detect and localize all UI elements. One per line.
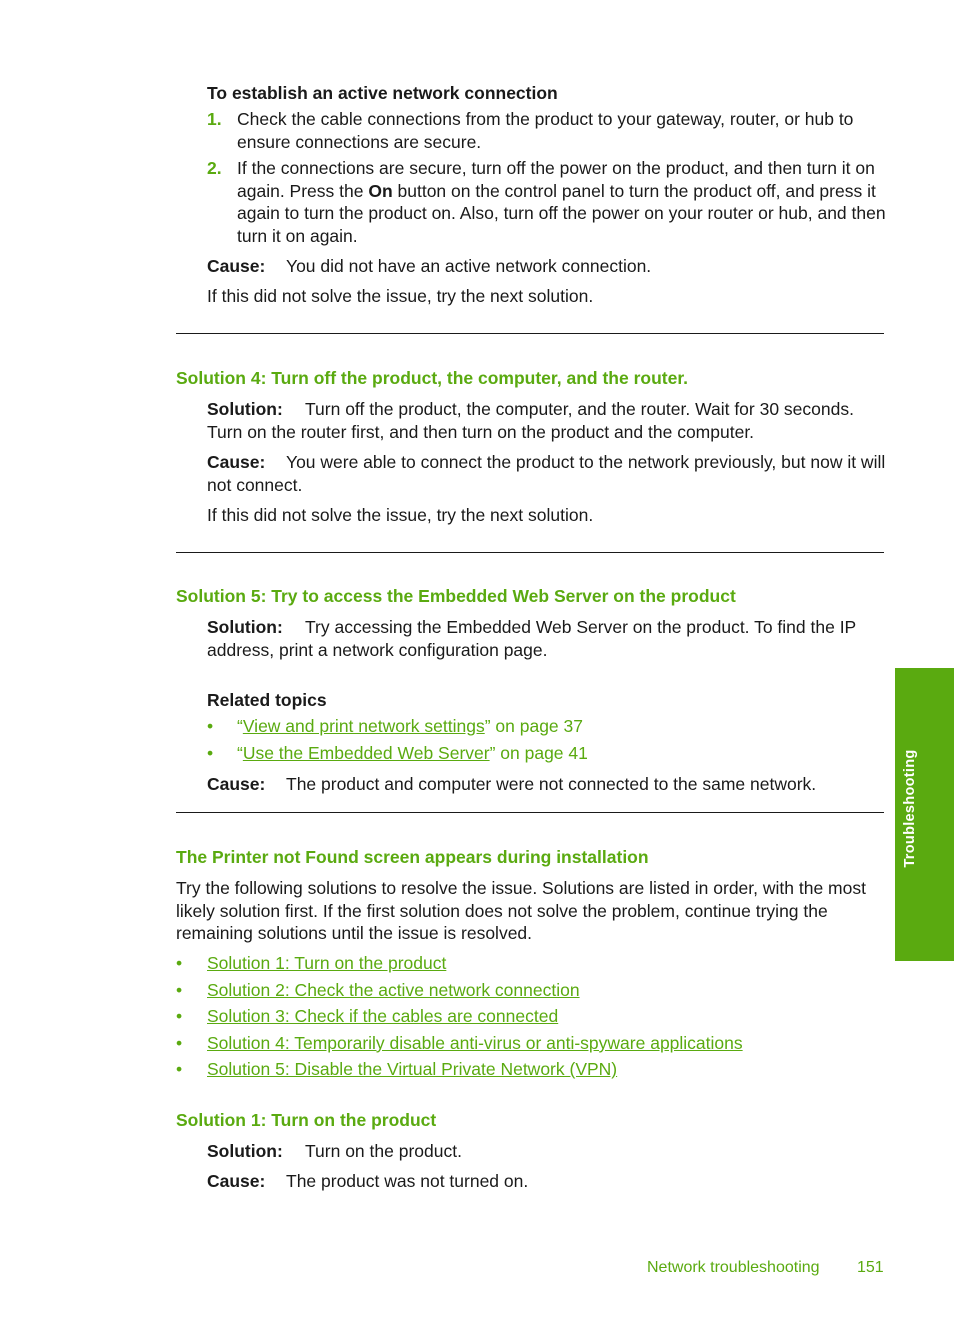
divider xyxy=(176,812,884,813)
bullet: • xyxy=(176,1059,183,1079)
cause-paragraph: Cause: You did not have an active network connection. xyxy=(207,256,652,276)
step-text: If the connections are secure, turn off the power on the product, and then turn it on again. Press the On button on the control panel to turn the product off, and press it again to turn the product on. Also, turn off the power on your router or hub, and then turn it on again. xyxy=(237,158,886,246)
bullet: • xyxy=(207,716,214,736)
bullet: • xyxy=(207,743,214,763)
link-solution-4[interactable]: Solution 4: Temporarily disable anti-virus or anti-spyware applications xyxy=(207,1033,743,1053)
link-solution-2[interactable]: Solution 2: Check the active network connection xyxy=(207,980,580,1000)
bullet: • xyxy=(176,1006,183,1026)
related-topics-title: Related topics xyxy=(207,690,327,710)
link-view-print-network-settings[interactable]: View and print network settings xyxy=(242,716,485,736)
side-tab-label: Troubleshooting xyxy=(902,749,918,868)
bullet: • xyxy=(176,953,183,973)
on-button-name: On xyxy=(368,180,393,201)
step-number: 2. xyxy=(207,158,222,178)
related-topic-item: “View and print network settings” on page 37 xyxy=(237,716,583,736)
step-number: 1. xyxy=(207,109,222,129)
solution-paragraph: Solution: Try accessing the Embedded Web Server on the product. To find the IP address, print a network configuration page. xyxy=(207,617,856,660)
solution-paragraph: Solution: Turn on the product. xyxy=(207,1141,462,1161)
next-solution-note: If this did not solve the issue, try the next solution. xyxy=(207,286,594,306)
divider xyxy=(176,552,884,553)
printer-not-found-heading: The Printer not Found screen appears during installation xyxy=(176,847,649,867)
solution-1-heading: Solution 1: Turn on the product xyxy=(176,1110,437,1130)
step-text: Check the cable connections from the product to your gateway, router, or hub to ensure connections are secure. xyxy=(237,109,854,152)
link-solution-5[interactable]: Solution 5: Disable the Virtual Private Network (VPN) xyxy=(207,1059,618,1079)
troubleshooting-side-tab xyxy=(895,668,954,961)
bullet: • xyxy=(176,980,183,1000)
solution-4-heading: Solution 4: Turn off the product, the computer, and the router. xyxy=(176,368,689,388)
related-topic-item: “Use the Embedded Web Server” on page 41 xyxy=(237,743,588,763)
next-solution-note: If this did not solve the issue, try the next solution. xyxy=(207,505,594,525)
cause-paragraph: Cause: The product was not turned on. xyxy=(207,1171,529,1191)
solution-paragraph: Solution: Turn off the product, the computer, and the router. Wait for 30 seconds. Turn on the router first, and then turn on the product and the computer. xyxy=(207,399,854,442)
cause-paragraph: Cause: You were able to connect the product to the network previously, but now it will not connect. xyxy=(207,452,886,495)
link-solution-1[interactable]: Solution 1: Turn on the product xyxy=(207,953,447,973)
procedure-title: To establish an active network connection xyxy=(207,83,558,103)
footer-section-name: Network troubleshooting xyxy=(647,1259,820,1276)
intro-paragraph: Try the following solutions to resolve the issue. Solutions are listed in order, with the most likely solution first. If the first solution does not solve the problem, continue trying the remaining solutions until the issue is resolved. xyxy=(176,878,866,943)
divider xyxy=(176,333,884,334)
page-number: 151 xyxy=(857,1259,884,1276)
link-solution-3[interactable]: Solution 3: Check if the cables are connected xyxy=(207,1006,559,1026)
cause-paragraph: Cause: The product and computer were not connected to the same network. xyxy=(207,774,817,794)
link-use-embedded-web-server[interactable]: Use the Embedded Web Server xyxy=(242,743,490,763)
bullet: • xyxy=(176,1033,183,1053)
solution-5-heading: Solution 5: Try to access the Embedded Web Server on the product xyxy=(176,586,736,606)
